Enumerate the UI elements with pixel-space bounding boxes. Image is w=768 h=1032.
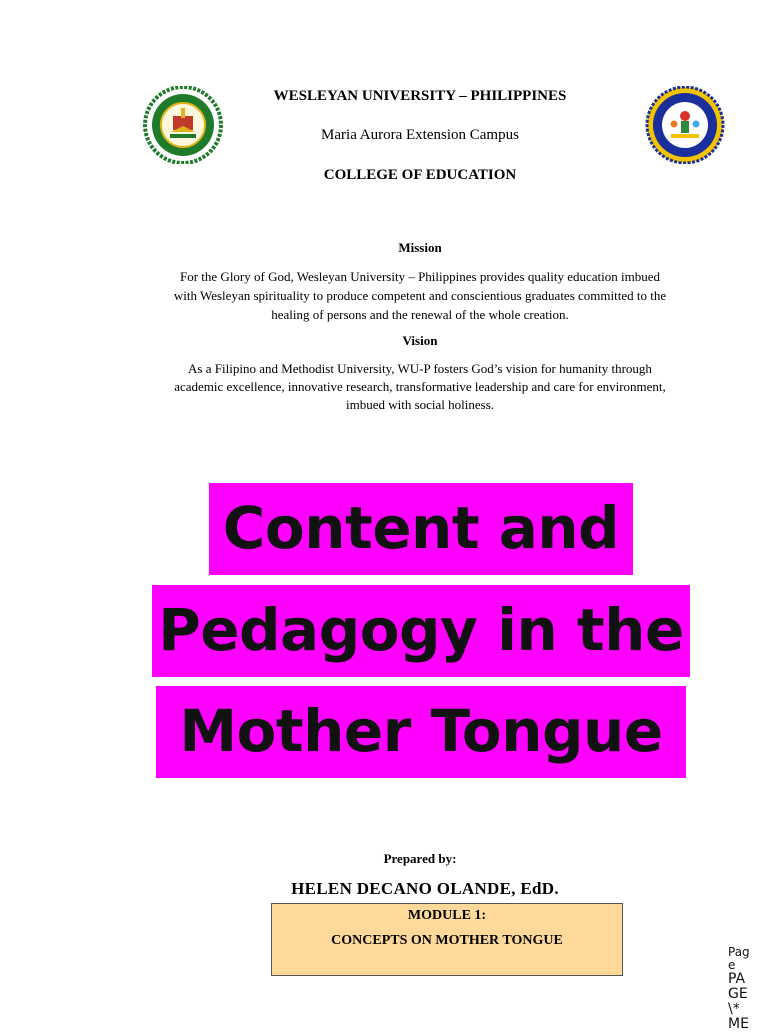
prepared-by-label: Prepared by: <box>383 851 457 866</box>
mission-line: with Wesleyan spirituality to produce competent and conscientious graduates committed to the <box>173 288 667 303</box>
course-title-line-3: Mother Tongue <box>156 686 686 778</box>
course-title-line-2: Pedagogy in the <box>152 585 690 677</box>
vision-line: imbued with social holiness. <box>345 397 495 412</box>
vision-text <box>120 360 720 414</box>
page-field-code: ME <box>728 1016 749 1032</box>
course-title-line-1: Content and <box>209 483 633 575</box>
page-field-code: \* <box>728 1001 740 1017</box>
mission-heading: Mission <box>398 240 442 255</box>
page-field-code: PA <box>728 971 746 987</box>
page-field-text: e <box>728 958 736 972</box>
page-field-text: Pag <box>728 945 750 959</box>
college-name: COLLEGE OF EDUCATION <box>323 167 517 183</box>
mission-line: healing of persons and the renewal of the whole creation. <box>271 307 569 322</box>
page-field-code: GE <box>728 986 748 1002</box>
vision-line: academic excellence, innovative research, transformative leadership and care for environment, <box>174 379 666 394</box>
mission-text <box>120 267 720 324</box>
vision-line: As a Filipino and Methodist University, WU-P fosters God’s vision for humanity through <box>188 361 652 376</box>
university-name: WESLEYAN UNIVERSITY – PHILIPPINES <box>273 88 567 104</box>
campus-name: Maria Aurora Extension Campus <box>321 127 519 143</box>
module-box <box>271 903 623 976</box>
vision-heading: Vision <box>402 333 438 348</box>
mission-line: For the Glory of God, Wesleyan University – Philippines provides quality education imbued <box>179 269 660 284</box>
author-name: HELEN DECANO OLANDE, EdD. <box>291 879 559 898</box>
module-number: MODULE 1: <box>407 908 487 923</box>
module-subtitle: CONCEPTS ON MOTHER TONGUE <box>331 933 563 948</box>
page-number-field <box>728 946 768 1032</box>
college-seal <box>641 86 729 164</box>
